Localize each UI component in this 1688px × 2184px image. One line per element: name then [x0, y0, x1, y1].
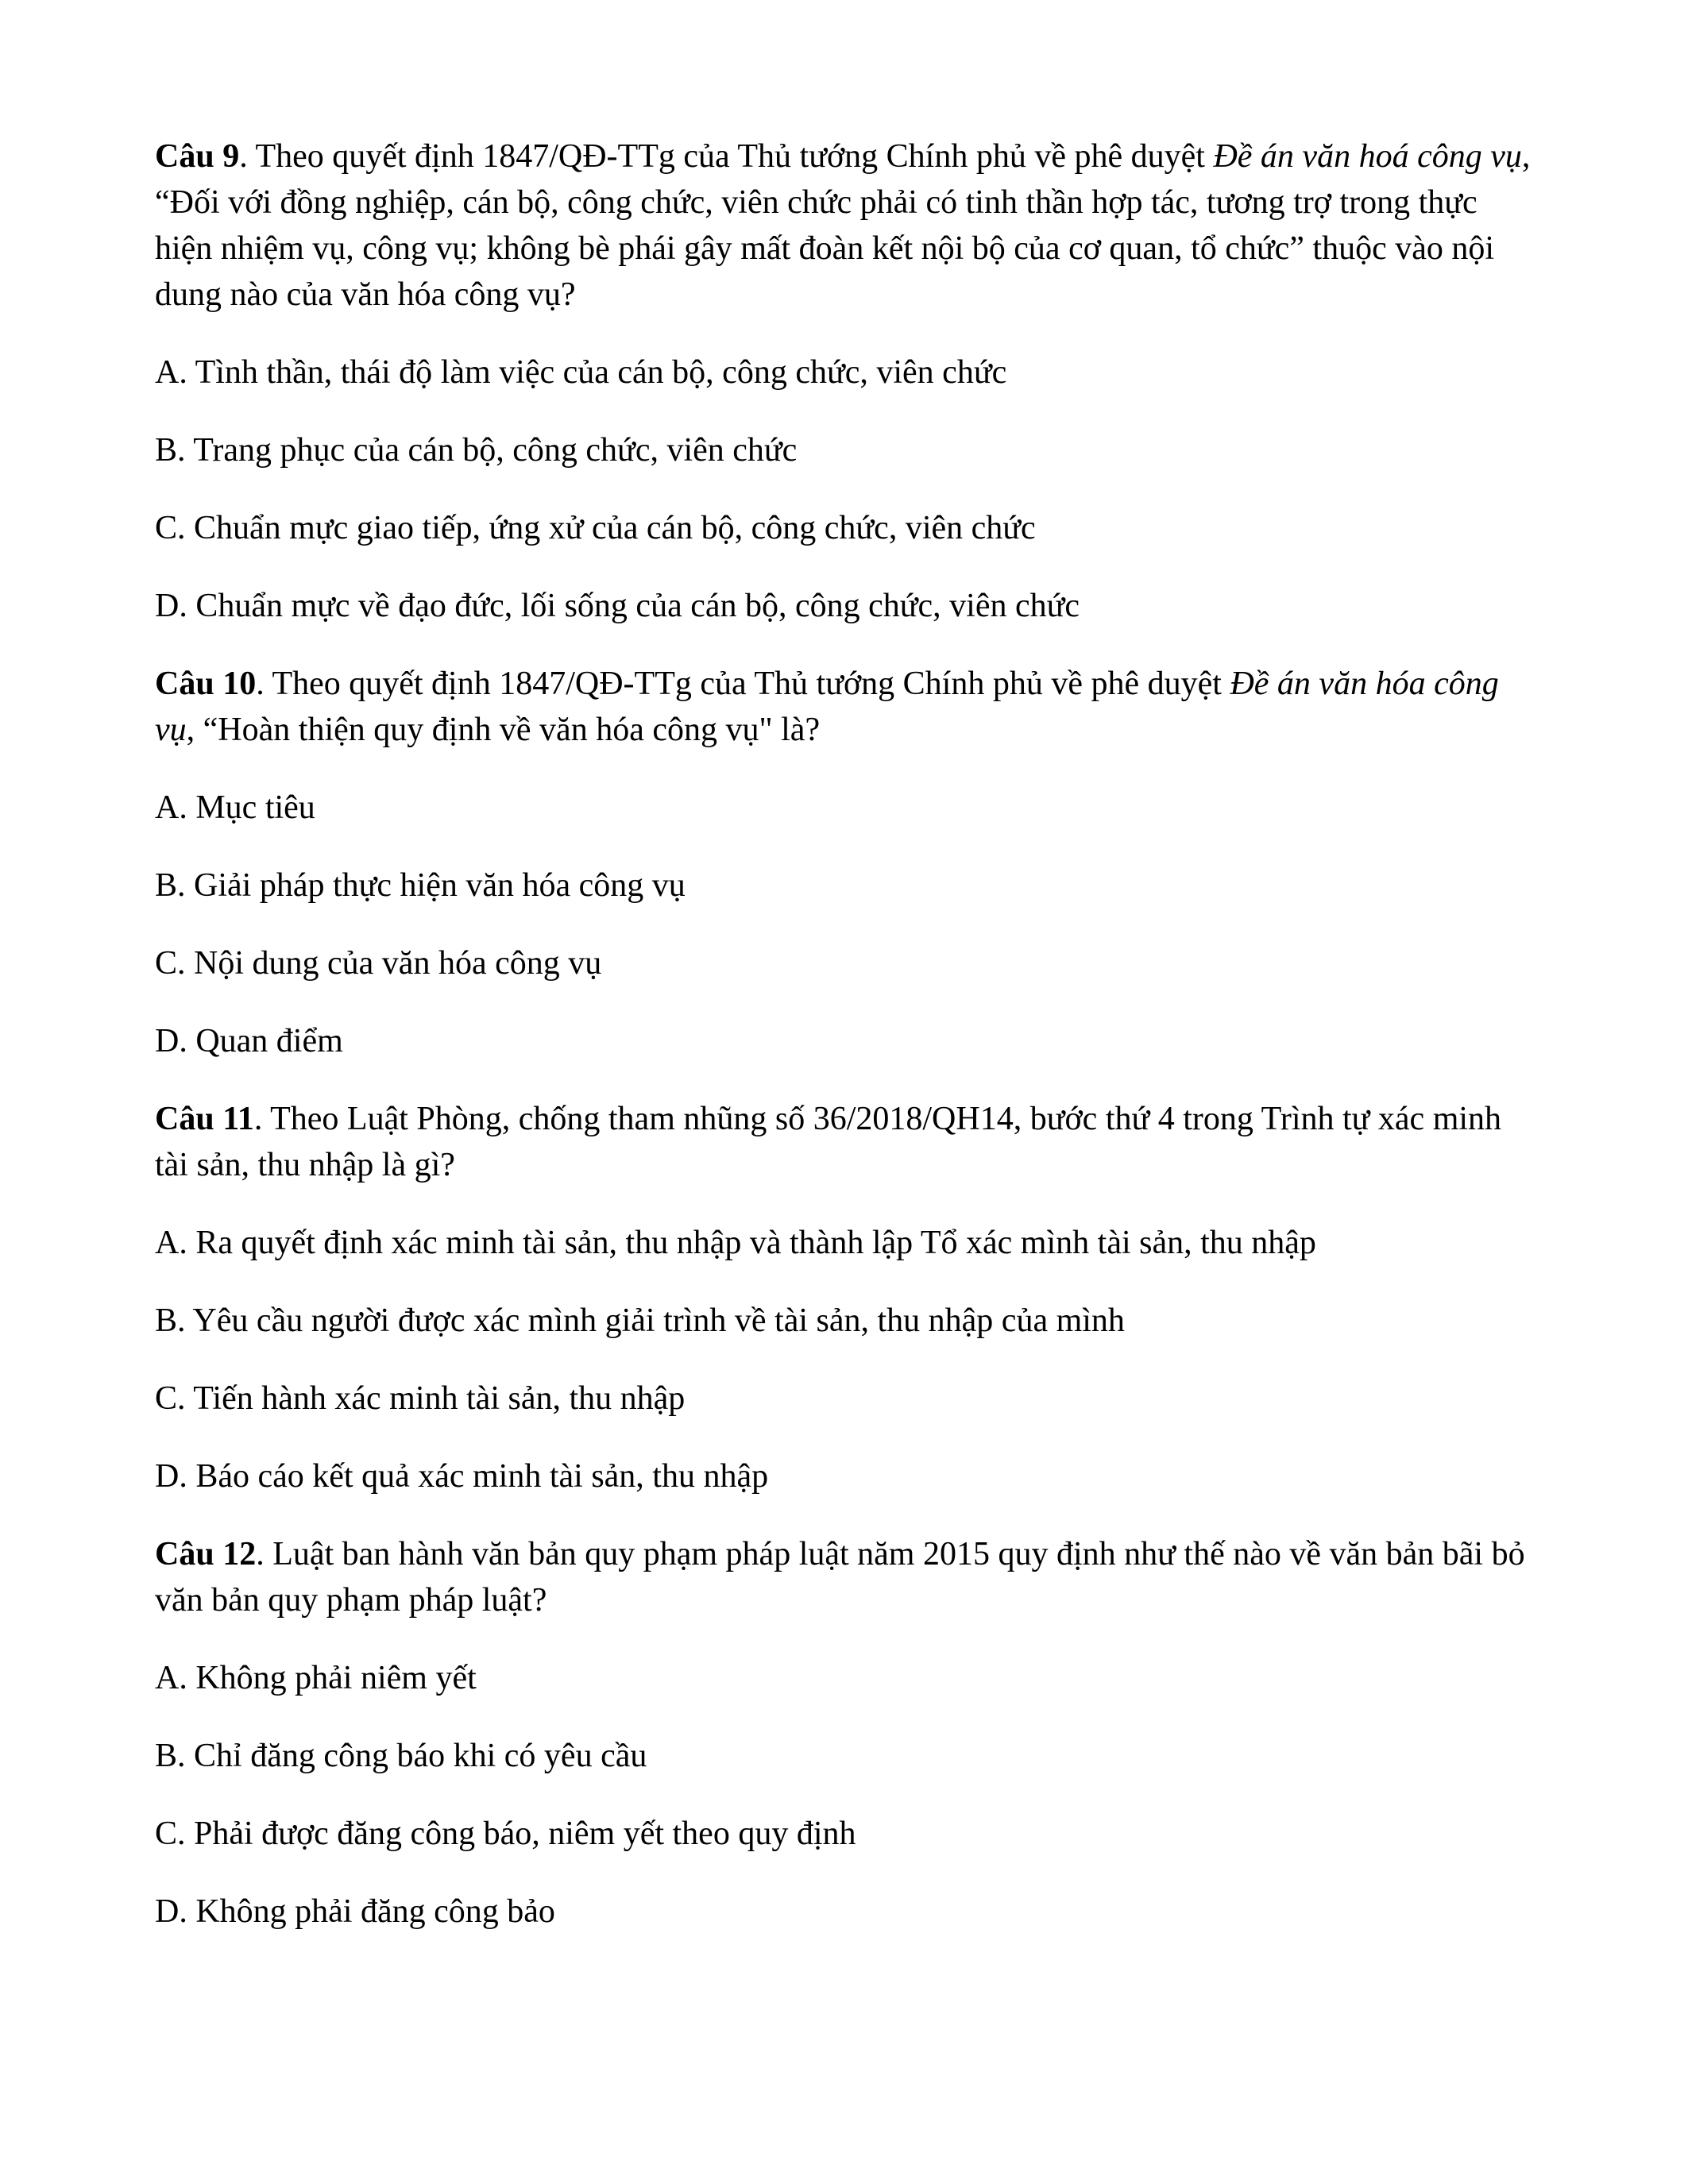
question-10-number: Câu 10 [155, 666, 257, 702]
question-9-lead: . Theo quyết định 1847/QĐ-TTg của Thủ tướng Chính phủ về phê duyệt [239, 138, 1214, 175]
question-11-option-a: A. Ra quyết định xác minh tài sản, thu nhập và thành lập Tổ xác mình tài sản, thu nhập [155, 1225, 1316, 1261]
question-11-number: Câu 11 [155, 1101, 254, 1137]
question-11-text [155, 1096, 1535, 1188]
question-10-italic-title: Đề án văn hóa công vụ [155, 666, 1499, 748]
question-9-tail: , “Đối với đồng nghiệp, cán bộ, công chức, viên chức phải có tinh thần hợp tác, tương trợ trong thực hiện nhiệm vụ, công vụ; không bè phái gây mất đoàn kết nội bộ của cơ quan, tổ chức” thuộc vào nội dung nào của văn hóa công vụ? [155, 138, 1531, 313]
question-10-text [155, 661, 1535, 753]
question-11-option-c: C. Tiến hành xác minh tài sản, thu nhập [155, 1380, 686, 1417]
question-9-option-b: B. Trang phục của cán bộ, công chức, viên chức [155, 432, 798, 469]
question-9-block [155, 133, 1535, 629]
question-10-option-b: B. Giải pháp thực hiện văn hóa công vụ [155, 867, 686, 904]
question-11-option-b: B. Yêu cầu người được xác mình giải trình về tài sản, thu nhập của mình [155, 1302, 1125, 1339]
question-12-option-d: D. Không phải đăng công bảo [155, 1893, 555, 1930]
question-9-text [155, 133, 1535, 318]
question-9-number: Câu 9 [155, 138, 240, 175]
question-10-tail: , “Hoàn thiện quy định về văn hóa công vụ" là? [186, 712, 821, 748]
question-11-lead: . Theo Luật Phòng, chống tham nhũng số 36/2018/QH14, bước thứ 4 trong Trình tự xác minh tài sản, thu nhập là gì? [155, 1101, 1502, 1183]
question-9-option-c: C. Chuẩn mực giao tiếp, ứng xử của cán bộ, công chức, viên chức [155, 510, 1036, 546]
question-11-option-d: D. Báo cáo kết quả xác minh tài sản, thu nhập [155, 1458, 769, 1495]
question-12-number: Câu 12 [155, 1536, 257, 1572]
question-10-option-a: A. Mục tiêu [155, 789, 315, 826]
question-12-option-c: C. Phải được đăng công báo, niêm yết theo quy định [155, 1815, 856, 1852]
question-9-italic-title: Đề án văn hoá công vụ [1213, 138, 1522, 175]
question-10-lead: . Theo quyết định 1847/QĐ-TTg của Thủ tướng Chính phủ về phê duyệt [256, 666, 1230, 702]
question-12-option-b: B. Chỉ đăng công báo khi có yêu cầu [155, 1738, 647, 1774]
question-10-option-d: D. Quan điểm [155, 1023, 343, 1059]
question-9-option-d: D. Chuẩn mực về đạo đức, lối sống của cán bộ, công chức, viên chức [155, 588, 1080, 624]
question-11-block [155, 1096, 1535, 1499]
question-12-option-a: A. Không phải niêm yết [155, 1660, 477, 1696]
question-9-option-a: A. Tình thần, thái độ làm việc của cán bộ, công chức, viên chức [155, 354, 1007, 391]
question-10-block [155, 661, 1535, 1064]
question-12-text [155, 1531, 1535, 1623]
question-12-block [155, 1531, 1535, 1935]
question-12-lead: . Luật ban hành văn bản quy phạm pháp luật năm 2015 quy định như thế nào về văn bản bãi bỏ văn bản quy phạm pháp luật? [155, 1536, 1525, 1619]
question-10-option-c: C. Nội dung của văn hóa công vụ [155, 945, 602, 982]
